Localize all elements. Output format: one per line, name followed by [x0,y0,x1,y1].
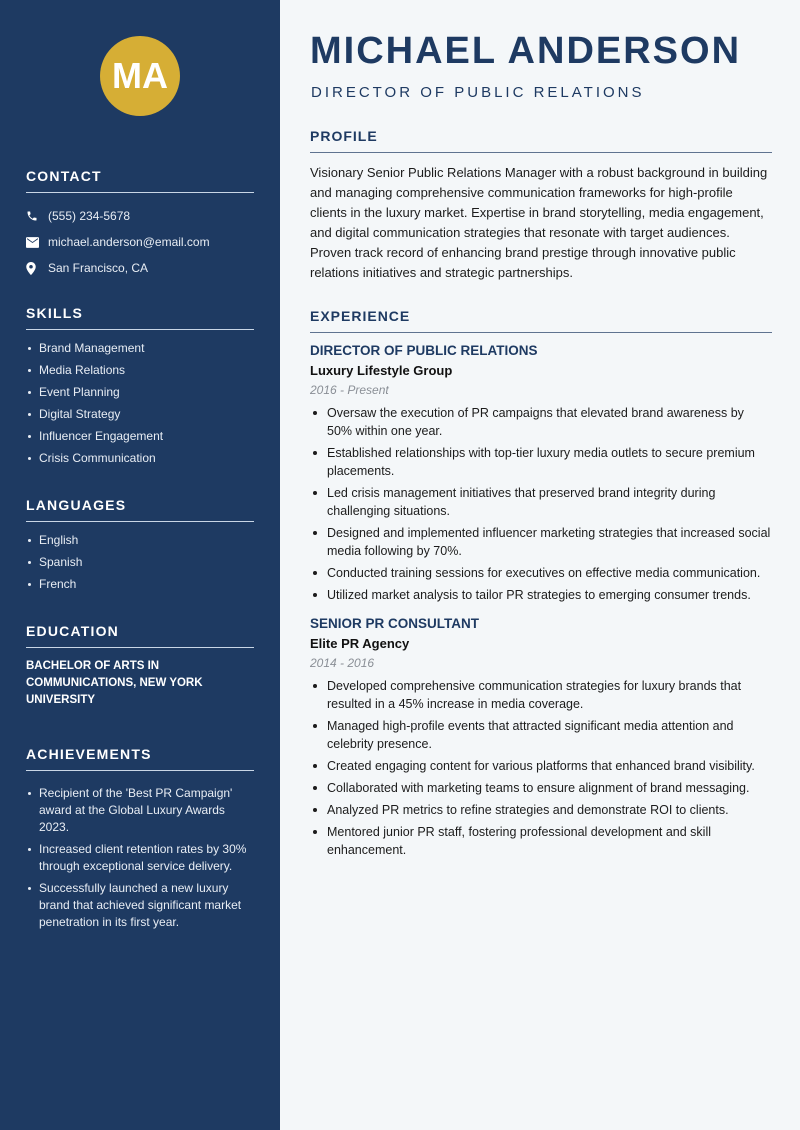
achievements-list [26,785,254,931]
job-title: SENIOR PR CONSULTANT [310,616,480,631]
location-icon [26,262,48,275]
email-icon [26,237,48,248]
job-company: Elite PR Agency [310,636,410,651]
language-item: English [26,532,254,549]
job-bullet: Conducted training sessions for executives on effective media communication. [310,564,772,582]
phone-text[interactable]: (555) 234-5678 [48,209,131,223]
education-section [26,623,254,709]
contact-location [26,255,254,281]
skill-item: Media Relations [26,362,254,379]
skill-item: Event Planning [26,384,254,401]
languages-section [26,497,254,598]
job-bullet: Collaborated with marketing teams to ensure alignment of brand messaging. [310,779,772,797]
avatar [100,36,180,116]
job-bullet: Developed comprehensive communication strategies for luxury brands that resulted in a 45% increase in media coverage. [310,677,772,713]
candidate-name: MICHAEL ANDERSON [310,30,742,72]
skill-item: Digital Strategy [26,406,254,423]
job-bullet: Created engaging content for various platforms that enhanced brand visibility. [310,757,772,775]
contact-email [26,229,254,255]
skill-item: Influencer Engagement [26,428,254,445]
language-item: French [26,576,254,593]
job-bullets [310,404,772,604]
job-bullet: Established relationships with top-tier luxury media outlets to secure premium placements. [310,444,772,480]
education-degree: BACHELOR OF ARTS IN COMMUNICATIONS, NEW YORK UNIVERSITY [26,660,203,706]
email-text[interactable]: michael.anderson@email.com [48,235,210,249]
language-item: Spanish [26,554,254,571]
contact-section [26,168,254,281]
job-bullet: Mentored junior PR staff, fostering professional development and skill enhancement. [310,823,772,859]
profile-text: Visionary Senior Public Relations Manager with a robust background in building and managing comprehensive communication frameworks for high-profile clients in the luxury market. Expertise in brand storytelling, media engagement, and digital communication strategies that resonate with target audiences. Proven track record of enhancing brand prestige through innovative public relations initiatives and strategic partnerships. [310,165,768,280]
languages-list [26,532,254,593]
job-bullet: Utilized market analysis to tailor PR strategies to emerging consumer trends. [310,586,772,604]
skills-list [26,340,254,467]
achievements-heading: ACHIEVEMENTS [26,746,254,771]
job-dates: 2014 - 2016 [310,656,375,670]
contact-phone [26,203,254,229]
location-text: San Francisco, CA [48,261,149,275]
main-content [280,0,800,1130]
job-company: Luxury Lifestyle Group [310,363,453,378]
job-bullet: Led crisis management initiatives that preserved brand integrity during challenging situations. [310,484,772,520]
skill-item: Brand Management [26,340,254,357]
achievement-item: Recipient of the 'Best PR Campaign' award at the Global Luxury Awards 2023. [26,785,254,836]
job-bullet: Managed high-profile events that attracted significant media attention and celebrity presence. [310,717,772,753]
job-bullet: Analyzed PR metrics to refine strategies and demonstrate ROI to clients. [310,801,772,819]
profile-section [310,128,772,283]
job-bullets [310,677,772,859]
job-entry [310,343,772,604]
skill-item: Crisis Communication [26,450,254,467]
education-heading: EDUCATION [26,623,254,648]
avatar-initials: MA [112,55,168,96]
job-bullet: Designed and implemented influencer marketing strategies that increased social media following by 70%. [310,524,772,560]
experience-heading: EXPERIENCE [310,308,772,333]
job-title: DIRECTOR OF PUBLIC RELATIONS [310,343,538,358]
profile-heading: PROFILE [310,128,772,153]
languages-heading: LANGUAGES [26,497,254,522]
phone-icon [26,210,48,222]
sidebar [0,0,280,1130]
achievements-section [26,746,254,936]
job-bullet: Oversaw the execution of PR campaigns that elevated brand awareness by 50% within one year. [310,404,772,440]
contact-heading: CONTACT [26,168,254,193]
experience-section [310,308,772,863]
achievement-item: Successfully launched a new luxury brand that achieved significant market penetration in its first year. [26,880,254,931]
job-entry [310,616,772,859]
candidate-role: DIRECTOR OF PUBLIC RELATIONS [311,84,645,101]
skills-section [26,305,254,472]
skills-heading: SKILLS [26,305,254,330]
job-dates: 2016 - Present [310,383,389,397]
achievement-item: Increased client retention rates by 30% through exceptional service delivery. [26,841,254,875]
